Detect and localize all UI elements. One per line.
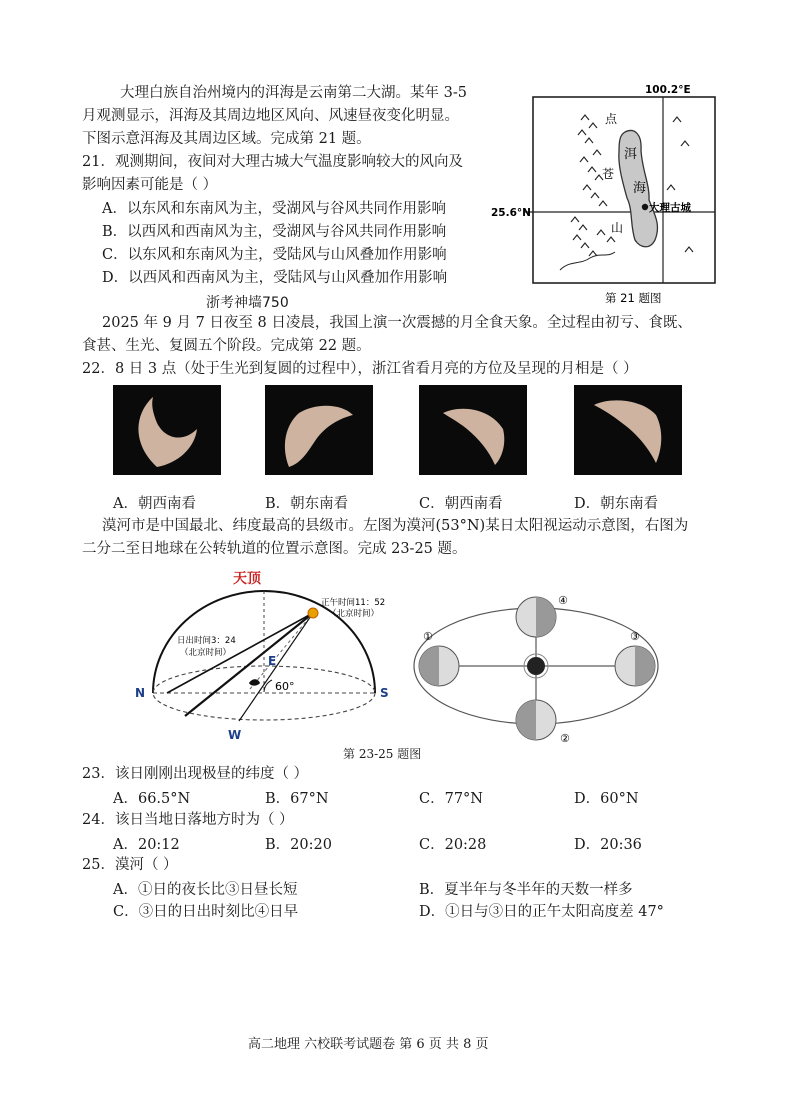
q22-intro-line-2: 食甚、生光、复圆五个阶段。完成第 22 题。: [82, 338, 371, 354]
mountain-char-2: 苍: [602, 167, 615, 181]
q24-option-a: A．20:12: [113, 837, 180, 853]
lake-char-1: 洱: [624, 147, 638, 162]
sun-center: [527, 657, 545, 675]
orbit-label-4: ④: [558, 594, 568, 607]
q25-option-d: D．①日与③日的正午太阳高度差 47°: [419, 904, 664, 920]
q24-option-b: B．20:20: [265, 837, 332, 853]
q24-stem: 24．该日当地日落地方时为（ ）: [82, 812, 294, 828]
earth-right-shade: [635, 646, 655, 686]
mountain-char-1: 点: [605, 112, 618, 126]
latitude-label: 25.6°N: [491, 207, 531, 219]
earth-bottom-shade: [516, 700, 536, 740]
mountain-char-3: 山: [611, 221, 624, 235]
moon-photo-d: [574, 385, 682, 475]
moon-crescent-d: [594, 400, 661, 463]
q21-option-b: B．以西风和西南风为主，受湖风与谷风共同作用影响: [102, 224, 447, 240]
q21-stem-line-1: 21．观测期间，夜间对大理古城大气温度影响较大的风向及: [82, 154, 463, 170]
sunrise-time-label: 日出时间3：24: [177, 636, 236, 646]
erhai-map: [485, 80, 725, 310]
map-caption: 第 21 题图: [605, 291, 662, 305]
q23-option-b: B．67°N: [265, 791, 329, 807]
q24-option-d: D．20:36: [574, 837, 642, 853]
q25-option-b: B．夏半年与冬半年的天数一样多: [419, 882, 633, 898]
q23-25-caption: 第 23-25 题图: [343, 747, 422, 761]
q21-intro-line-2: 月观测显示，洱海及其周边地区风向、风速昼夜变化明显。: [82, 108, 459, 124]
moon-photo-c: [419, 385, 527, 475]
orbit-figure: [405, 580, 670, 750]
q25-option-a: A．①日的夜长比③日昼长短: [113, 882, 298, 898]
moon-crescent-a: [139, 397, 198, 467]
noon-time-label: 正午时间11：52: [321, 598, 386, 608]
q21-intro-line-1: 大理白族自治州境内的洱海是云南第二大湖。某年 3-5: [120, 85, 467, 101]
q22-intro-line-1: 2025 年 9 月 7 日夜至 8 日凌晨，我国上演一次震撼的月全食天象。全过程由初亏、食既、: [102, 315, 692, 331]
city-dot: [642, 204, 648, 210]
q24-option-c: C．20:28: [419, 837, 487, 853]
sun-path-line: [185, 613, 313, 716]
page-footer: 高二地理 六校联考试题卷 第 6 页 共 8 页: [248, 1037, 489, 1052]
longitude-label: 100.2°E: [645, 84, 691, 96]
south-label: S: [380, 686, 389, 700]
q21-stem-line-2: 影响因素可能是（ ）: [82, 177, 218, 193]
q22-option-d: D．朝东南看: [574, 496, 659, 512]
orbit-label-1: ①: [423, 630, 433, 643]
q22-option-c: C．朝西南看: [419, 496, 503, 512]
angle-label: 60°: [275, 680, 295, 693]
watermark: 浙考神墙750: [206, 295, 289, 311]
q23-stem: 23．该日刚刚出现极昼的纬度（ ）: [82, 766, 309, 782]
sunrise-note-label: （北京时间）: [180, 648, 232, 658]
q23-option-a: A．66.5°N: [113, 791, 191, 807]
moon-photo-a: [113, 385, 221, 475]
moon-photo-b: [265, 385, 373, 475]
noon-altitude-line: [250, 613, 313, 689]
moon-crescent-b: [285, 406, 353, 467]
q23-25-intro-line-2: 二分二至日地球在公转轨道的位置示意图。完成 23-25 题。: [82, 541, 467, 557]
moon-crescent-c: [443, 409, 504, 465]
orbit-label-2: ②: [560, 732, 570, 745]
sun-icon: [308, 608, 318, 618]
east-label: E: [268, 654, 277, 668]
west-label: W: [228, 728, 242, 742]
q21-option-d: D．以西风和西南风为主，受陆风与山风叠加作用影响: [102, 270, 448, 286]
q23-option-d: D．60°N: [574, 791, 639, 807]
earth-left-shade: [419, 646, 439, 686]
q23-option-c: C．77°N: [419, 791, 483, 807]
q23-25-intro-line-1: 漠河市是中国最北、纬度最高的县级市。左图为漠河(53°N)某日太阳视运动示意图，右图为: [102, 518, 689, 534]
zenith-label: 天顶: [233, 571, 261, 587]
q21-option-c: C．以东风和东南风为主，受陆风与山风叠加作用影响: [102, 247, 447, 263]
lake-char-2: 海: [633, 181, 647, 196]
orbit-label-3: ③: [630, 630, 640, 643]
city-label: 大理古城: [649, 202, 691, 214]
q25-stem: 25．漠河（ ）: [82, 857, 178, 873]
q22-option-a: A．朝西南看: [113, 496, 196, 512]
q21-intro-line-3: 下图示意洱海及其周边区域。完成第 21 题。: [82, 131, 371, 147]
river: [560, 252, 615, 270]
q25-option-c: C．③日的日出时刻比④日早: [113, 904, 299, 920]
q22-stem: 22．8 日 3 点（处于生光到复圆的过程中），浙江省看月亮的方位及呈现的月相是（ ）: [82, 361, 638, 377]
q21-option-a: A．以东风和东南风为主，受湖风与谷风共同作用影响: [102, 201, 446, 217]
north-label: N: [135, 686, 146, 700]
observer-icon: [249, 679, 260, 685]
earth-top-shade: [536, 597, 556, 637]
q22-option-b: B．朝东南看: [265, 496, 349, 512]
map-frame: [533, 97, 715, 283]
noon-note-label: （北京时间）: [328, 609, 380, 619]
sun-path-figure: [125, 565, 395, 745]
